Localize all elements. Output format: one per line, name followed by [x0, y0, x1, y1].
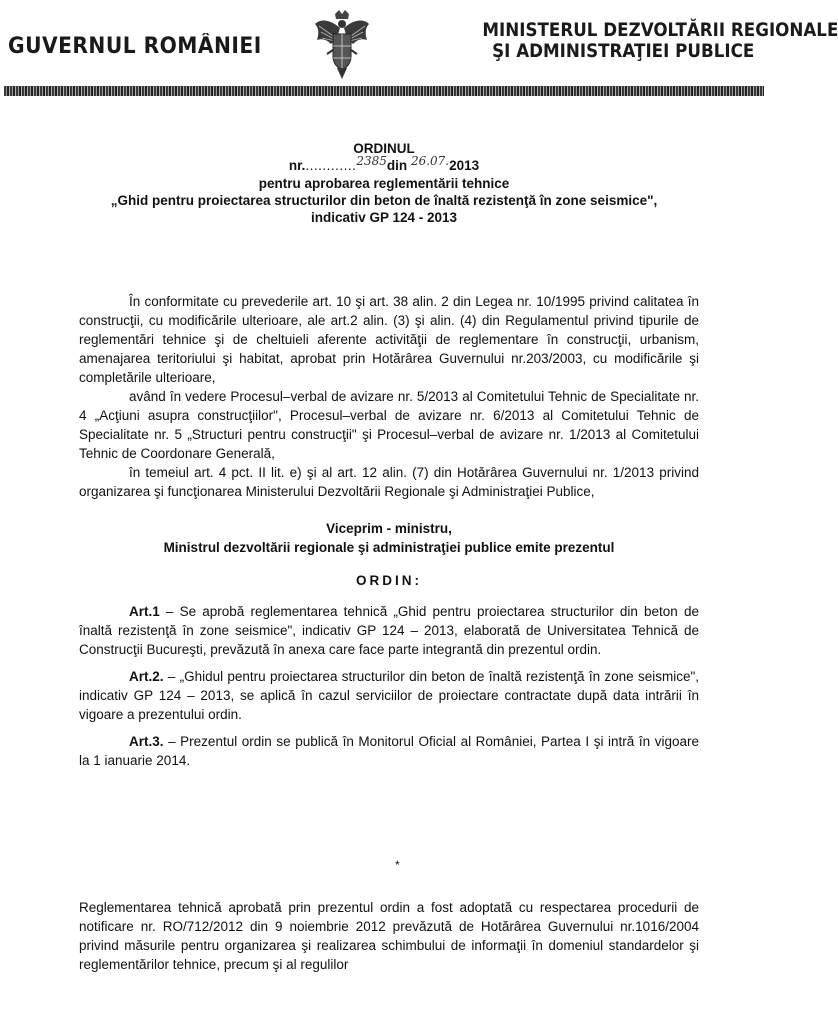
order-number-line	[0, 154, 768, 175]
notification-note	[79, 898, 699, 974]
order-guide-line: „Ghid pentru proiectarea structurilor din beton de înaltă rezistenţă în zone seismice",	[110, 193, 658, 208]
order-heading: ORDINUL	[353, 141, 415, 156]
article-1-label: Art.1	[129, 604, 160, 619]
header-divider-bar	[4, 86, 764, 96]
paragraph-legal-basis: În conformitate cu prevederile art. 10 şi art. 38 alin. 2 din Legea nr. 10/1995 privind calitatea în construcţii, cu modificările ulterioare, ale art.2 alin. (3) şi alin. (4) din Regulamentul privind tipurile de reglementări tehnice şi de cheltuieli aferente activităţii de reglementare în construcţii, urbanism, amenajarea teritoriului şi habitat, aprobat prin Hotărârea Guvernului nr.203/2003, cu modificările şi completările ulterioare,	[79, 294, 699, 385]
issuer-title: Viceprim - ministru,	[326, 521, 452, 536]
order-purpose-line: pentru aprobarea reglementării tehnice	[258, 176, 510, 191]
order-date-handwritten: 26.07.	[410, 154, 450, 168]
paragraph-considering: având în vedere Procesul–verbal de avizare nr. 5/2013 al Comitetului Tehnic de Specialitate nr. 4 „Acţiuni asupra construcţiilor", Procesul–verbal de avizare nr. 6/2013 al Comitetului Tehnic de Specialitate nr. 5 „Structuri pentru construcţii" şi Procesul–verbal de avizare nr. 1/2013 al Comitetului Tehnic de Coordonare Generală,	[79, 389, 699, 461]
nr-dots: ............	[305, 158, 357, 173]
article-1-text: – Se aprobă reglementarea tehnică „Ghid pentru proiectarea structurilor din beton de înaltă rezistenţă în zone seismice", indicativ GP 124 – 2013, elaborată de Universitatea Tehnică de Construcţii Bucureşti, prevăzută în anexa care face parte integrantă din prezentul ordin.	[79, 604, 699, 657]
article-3-text: – Prezentul ordin se publică în Monitorul Oficial al României, Partea I şi intră în vigoare la 1 ianuarie 2014.	[79, 734, 699, 768]
ministry-title	[482, 19, 838, 62]
article-2-text: – „Ghidul pentru proiectarea structurilor din beton de înaltă rezistenţă în zone seismice", indicativ GP 124 – 2013, se aplică în cazul serviciilor de proiectare contractate după data intrării în vigoare a prezentului ordin.	[79, 669, 699, 722]
notification-note-text: Reglementarea tehnică aprobată prin prezentul ordin a fost adoptată cu respectarea procedurii de notificare nr. RO/712/2012 din 9 noiembrie 2012 prevăzută de Hotărârea Guvernului nr.1016/2004 privind măsurile pentru organizarea şi realizarea schimbului de informaţii în domeniul standardelor şi reglementărilor tehnice, precum şi al regulilor	[79, 900, 699, 972]
article-1	[79, 602, 699, 659]
order-number-handwritten: 2385	[356, 154, 387, 168]
nr-prefix: nr.	[288, 158, 306, 173]
paragraph-pursuant: în temeiul art. 4 pct. II lit. e) şi al art. 12 alin. (7) din Hotărârea Guvernului nr. 1/2013 privind organizarea şi funcţionarea Ministerului Dezvoltării Regionale şi Administraţiei Publice,	[79, 465, 699, 499]
order-indicativ-line: indicativ GP 124 - 2013	[310, 210, 458, 225]
ordin-heading: ORDIN:	[356, 573, 422, 588]
ministry-title-line1: MINISTERUL DEZVOLTĂRII REGIONALE	[482, 19, 838, 41]
article-3-label: Art.3.	[129, 734, 164, 749]
order-body	[79, 292, 699, 770]
romanian-coat-of-arms-icon	[313, 10, 371, 80]
din-label: din	[386, 158, 408, 173]
government-title: GUVERNUL ROMÂNIEI	[8, 34, 262, 59]
article-2-label: Art.2.	[129, 669, 164, 684]
section-separator: *	[395, 858, 400, 872]
issuer-statement: Ministrul dezvoltării regionale şi administraţiei publice emite prezentul	[163, 540, 615, 555]
order-year: 2013	[449, 158, 480, 173]
ministry-title-line2: ŞI ADMINISTRAŢIEI PUBLICE	[492, 40, 755, 62]
article-2	[79, 667, 699, 724]
article-3	[79, 732, 699, 770]
order-title-block	[0, 140, 768, 226]
